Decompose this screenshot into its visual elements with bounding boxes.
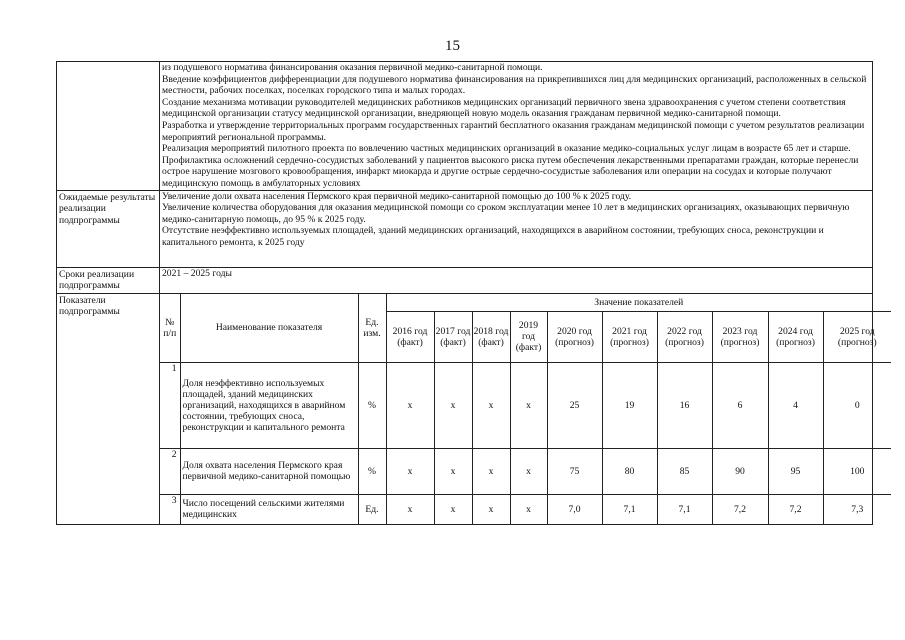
task-paragraph: Создание механизма мотивации руководителей медицинских работников медицинских организаций первичного звена здравоохранения с учетом степени соответствия медицинской организации статусу медицинской организации, внедряющей новую модель оказания гражданам первичной медико-санитарной помощи. — [162, 96, 846, 120]
indicator-value: 25 — [547, 362, 602, 448]
row-number: 2 — [160, 448, 180, 494]
indicator-value: 75 — [547, 448, 602, 494]
year-header: 2024 год (прогноз) — [768, 311, 823, 362]
row-number: 3 — [160, 494, 180, 524]
task-paragraph: из подушевого норматива финансирования оказания первичной медико-санитарной помощи. — [162, 62, 543, 73]
result-paragraph: Увеличение доли охвата населения Пермского края первичной медико-санитарной помощью до 100 % к 2025 году. — [162, 190, 632, 202]
indicators-cell — [160, 293, 877, 525]
task-paragraph: Разработка и утверждение территориальных программ государственных гарантий бесплатного оказания гражданам медицинской помощи с учетом результатов реализации мероприятий региональной программы. — [162, 119, 865, 143]
task-paragraph: Реализация мероприятий пилотного проекта по вовлечению частных медицинских организаций в оказание медико-социальных услуг лицам в возрасте 65 лет и старше. — [162, 143, 851, 155]
indicator-value: x — [472, 362, 510, 448]
indicator-name: Доля неэффективно используемых площадей, зданий медицинских организаций, находящихся в аварийном состоянии, требующих сноса, реконструкции и капитального ремонта — [180, 362, 358, 448]
indicator-name: Число посещений сельскими жителями медицинских — [180, 494, 358, 524]
indicator-value: x — [434, 448, 472, 494]
year-header: 2019 год (факт) — [510, 311, 547, 362]
indicator-value: 90 — [712, 448, 768, 494]
indicator-value: x — [472, 448, 510, 494]
name-header: Наименование показателя — [180, 294, 358, 363]
year-header: 2016 год (факт) — [386, 311, 434, 362]
indicator-value: 6 — [712, 362, 768, 448]
program-passport-table — [56, 61, 877, 525]
page-number: 15 — [445, 38, 460, 54]
indicator-unit: % — [358, 362, 386, 448]
expected-results-label: Ожидаемые результаты реализации подпрограммы — [57, 190, 160, 267]
indicator-value: 95 — [768, 448, 823, 494]
indicator-value: 4 — [768, 362, 823, 448]
indicator-value: 85 — [657, 448, 712, 494]
indicator-value: 0 — [823, 362, 891, 448]
indicator-value: 16 — [657, 362, 712, 448]
indicator-value: 100 — [823, 448, 891, 494]
indicator-value: 7,2 — [712, 494, 768, 524]
row-number: 1 — [160, 362, 180, 448]
tasks-row — [57, 62, 873, 191]
year-header: 2025 год (прогноз) — [823, 311, 891, 362]
indicator-value: x — [386, 362, 434, 448]
terms-row — [57, 267, 873, 293]
indicator-value: x — [510, 362, 547, 448]
result-paragraph: Увеличение количества оборудования для оказания медицинской помощи со сроком эксплуатации менее 10 лет в медицинских организациях, оказывающих первичную медико-санитарную помощь, до 95 % к 2025 году. — [162, 202, 850, 225]
indicator-value: 7,2 — [768, 494, 823, 524]
indicator-unit: Ед. — [358, 494, 386, 524]
terms-label: Сроки реализации подпрограммы — [57, 267, 160, 293]
terms-value: 2021 – 2025 годы — [162, 267, 232, 279]
year-header: 2021 год (прогноз) — [602, 311, 657, 362]
year-header: 2023 год (прогноз) — [712, 311, 768, 362]
table-row — [160, 448, 891, 494]
indicator-value: 7,3 — [823, 494, 891, 524]
indicator-unit: % — [358, 448, 386, 494]
indicator-value: 19 — [602, 362, 657, 448]
indicator-value: x — [510, 494, 547, 524]
indicator-value: x — [510, 448, 547, 494]
unit-header: Ед. изм. — [358, 294, 386, 363]
expected-results-row — [57, 190, 873, 267]
indicator-value: x — [434, 362, 472, 448]
indicator-value: x — [386, 494, 434, 524]
indicator-name: Доля охвата населения Пермского края первичной медико-санитарной помощью — [180, 448, 358, 494]
indicator-value: x — [434, 494, 472, 524]
indicators-table — [160, 294, 891, 525]
tasks-text-cell — [160, 62, 873, 191]
indicator-value: x — [472, 494, 510, 524]
indicators-label: Показатели подпрограммы — [57, 293, 160, 525]
indicator-value: x — [386, 448, 434, 494]
year-header: 2020 год (прогноз) — [547, 311, 602, 362]
num-header: № п/п — [160, 294, 180, 363]
values-header: Значение показателей — [386, 294, 891, 312]
result-paragraph: Отсутствие неэффективно используемых площадей, зданий медицинских организаций, находящихся в аварийном состоянии, требующих сноса, реконструкции и капитального ремонта, к 2025 году — [162, 225, 824, 248]
table-row — [160, 362, 891, 448]
indicators-row — [57, 293, 873, 525]
year-header: 2018 год (факт) — [472, 311, 510, 362]
expected-results-text — [160, 190, 873, 267]
year-header: 2022 год (прогноз) — [657, 311, 712, 362]
task-paragraph: Введение коэффициентов дифференциации для подушевого норматива финансирования на прикрепившихся лиц для медицинских организаций, расположенных в сельской местности, рабочих поселках, поселках городского типа и малых городах. — [162, 73, 867, 97]
tasks-label-cell — [57, 62, 160, 191]
indicator-value: 7,1 — [657, 494, 712, 524]
table-row — [160, 494, 891, 524]
indicator-value: 7,0 — [547, 494, 602, 524]
terms-value-cell — [160, 267, 873, 293]
task-paragraph: Профилактика осложнений сердечно-сосудистых заболеваний у пациентов высокого риска путем обеспечения лекарственными препаратами граждан, которые перенесли острое нарушение мозгового кровообращения, инфаркт миокарда и другие острые сердечно-сосудистые заболевания или операции на сосудах и которые получают медицинскую помощь в амбулаторных условиях — [162, 154, 859, 189]
year-header: 2017 год (факт) — [434, 311, 472, 362]
indicator-value: 80 — [602, 448, 657, 494]
indicator-value: 7,1 — [602, 494, 657, 524]
